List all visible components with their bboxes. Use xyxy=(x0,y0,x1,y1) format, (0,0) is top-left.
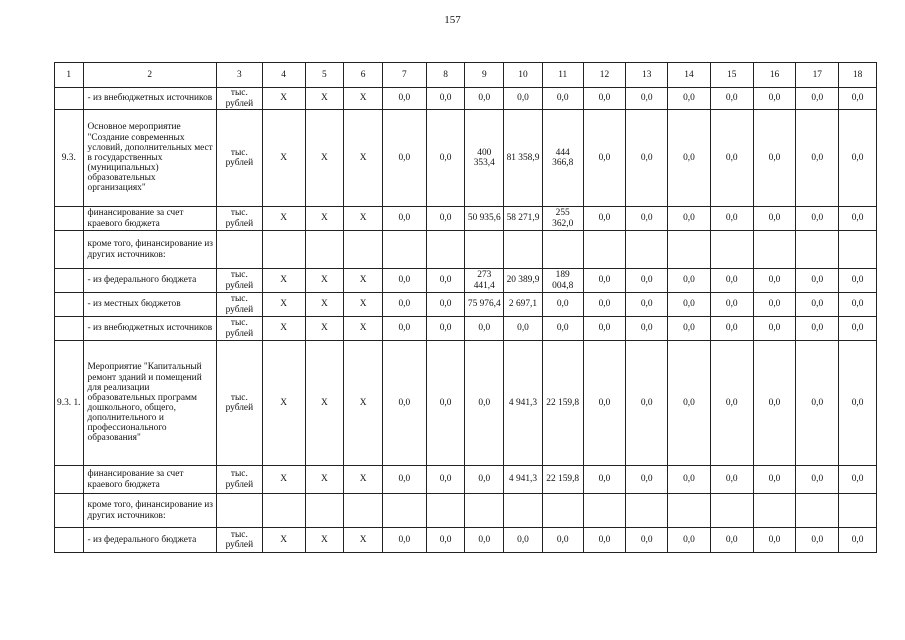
value-cell: 0,0 xyxy=(668,110,711,207)
value-cell: 0,0 xyxy=(382,207,426,231)
value-cell: 4 941,3 xyxy=(504,466,543,494)
row-number-cell xyxy=(55,317,84,341)
table-row xyxy=(55,231,877,269)
value-cell: 0,0 xyxy=(382,88,426,110)
value-cell: 0,0 xyxy=(753,110,796,207)
value-cell: 0,0 xyxy=(839,293,877,317)
unit-cell: тыс. рублей xyxy=(216,466,262,494)
row-number-cell xyxy=(55,207,84,231)
value-cell: 0,0 xyxy=(839,110,877,207)
value-cell: X xyxy=(305,528,344,553)
value-cell: 0,0 xyxy=(796,293,839,317)
header-cell: 5 xyxy=(305,63,344,88)
value-cell: 22 159,8 xyxy=(542,341,583,466)
value-cell: X xyxy=(262,317,305,341)
value-cell: 0,0 xyxy=(382,317,426,341)
value-cell xyxy=(710,231,753,269)
value-cell: X xyxy=(262,207,305,231)
value-cell: 0,0 xyxy=(626,466,668,494)
value-cell: 0,0 xyxy=(668,317,711,341)
value-cell xyxy=(583,494,626,528)
value-cell xyxy=(796,494,839,528)
value-cell: 0,0 xyxy=(542,317,583,341)
value-cell: 0,0 xyxy=(796,466,839,494)
row-number-cell xyxy=(55,466,84,494)
value-cell: X xyxy=(344,110,383,207)
header-cell: 13 xyxy=(626,63,668,88)
value-cell: 273 441,4 xyxy=(465,269,504,293)
value-cell: 0,0 xyxy=(796,269,839,293)
header-cell: 6 xyxy=(344,63,383,88)
value-cell: 0,0 xyxy=(542,88,583,110)
value-cell: 0,0 xyxy=(796,110,839,207)
value-cell xyxy=(426,231,465,269)
value-cell xyxy=(542,494,583,528)
value-cell: 0,0 xyxy=(465,88,504,110)
value-cell: 0,0 xyxy=(583,88,626,110)
value-cell: 0,0 xyxy=(382,466,426,494)
value-cell xyxy=(465,231,504,269)
value-cell xyxy=(839,231,877,269)
value-cell: 0,0 xyxy=(504,317,543,341)
value-cell: 0,0 xyxy=(426,88,465,110)
value-cell: 50 935,6 xyxy=(465,207,504,231)
unit-cell xyxy=(216,231,262,269)
value-cell: 0,0 xyxy=(504,88,543,110)
value-cell: 0,0 xyxy=(426,110,465,207)
value-cell xyxy=(426,494,465,528)
value-cell: 0,0 xyxy=(710,466,753,494)
row-number-cell: 9.3. 1. xyxy=(55,341,84,466)
row-number-cell xyxy=(55,231,84,269)
header-cell: 8 xyxy=(426,63,465,88)
unit-cell: тыс. рублей xyxy=(216,110,262,207)
value-cell: 0,0 xyxy=(668,207,711,231)
value-cell: 0,0 xyxy=(839,341,877,466)
value-cell: 0,0 xyxy=(426,269,465,293)
value-cell: 20 389,9 xyxy=(504,269,543,293)
value-cell xyxy=(262,231,305,269)
header-cell: 9 xyxy=(465,63,504,88)
value-cell: X xyxy=(305,88,344,110)
value-cell: 0,0 xyxy=(753,293,796,317)
row-number-cell: 9.3. xyxy=(55,110,84,207)
value-cell: 0,0 xyxy=(426,317,465,341)
value-cell: 0,0 xyxy=(583,341,626,466)
value-cell: X xyxy=(305,317,344,341)
description-cell: - из внебюджетных источников xyxy=(83,317,216,341)
value-cell: 0,0 xyxy=(626,207,668,231)
row-number-cell xyxy=(55,494,84,528)
value-cell: 0,0 xyxy=(668,528,711,553)
unit-cell: тыс. рублей xyxy=(216,317,262,341)
description-cell: Мероприятие "Капитальный ремонт зданий и помещений для реализации образовательных программ дошкольного, общего, дополнительного и профессионального образования" xyxy=(83,341,216,466)
value-cell: 0,0 xyxy=(668,88,711,110)
value-cell: 0,0 xyxy=(426,528,465,553)
value-cell: 0,0 xyxy=(710,528,753,553)
unit-cell: тыс. рублей xyxy=(216,269,262,293)
value-cell: 0,0 xyxy=(583,528,626,553)
value-cell: 0,0 xyxy=(796,317,839,341)
value-cell: X xyxy=(344,528,383,553)
value-cell: X xyxy=(262,528,305,553)
description-cell: - из федерального бюджета xyxy=(83,269,216,293)
row-number-cell xyxy=(55,528,84,553)
value-cell: 0,0 xyxy=(426,293,465,317)
value-cell: X xyxy=(262,88,305,110)
value-cell xyxy=(344,494,383,528)
value-cell: 75 976,4 xyxy=(465,293,504,317)
value-cell: X xyxy=(305,207,344,231)
value-cell: X xyxy=(344,317,383,341)
value-cell: 0,0 xyxy=(839,317,877,341)
value-cell xyxy=(583,231,626,269)
value-cell: 0,0 xyxy=(626,528,668,553)
row-number-cell xyxy=(55,293,84,317)
value-cell: 0,0 xyxy=(583,317,626,341)
value-cell: 0,0 xyxy=(426,207,465,231)
table-row xyxy=(55,317,877,341)
value-cell: 0,0 xyxy=(426,466,465,494)
value-cell: X xyxy=(344,341,383,466)
value-cell: X xyxy=(305,341,344,466)
value-cell: 0,0 xyxy=(710,317,753,341)
value-cell: X xyxy=(262,269,305,293)
value-cell: 0,0 xyxy=(710,341,753,466)
value-cell: X xyxy=(344,269,383,293)
value-cell: 0,0 xyxy=(839,466,877,494)
value-cell: 0,0 xyxy=(583,466,626,494)
unit-cell: тыс. рублей xyxy=(216,293,262,317)
table-row xyxy=(55,341,877,466)
value-cell: 0,0 xyxy=(753,207,796,231)
value-cell: 0,0 xyxy=(626,317,668,341)
value-cell: X xyxy=(344,207,383,231)
unit-cell: тыс. рублей xyxy=(216,341,262,466)
header-cell: 17 xyxy=(796,63,839,88)
value-cell: 0,0 xyxy=(583,207,626,231)
value-cell xyxy=(305,231,344,269)
value-cell: X xyxy=(305,269,344,293)
header-cell: 11 xyxy=(542,63,583,88)
value-cell: 0,0 xyxy=(710,110,753,207)
value-cell: 444 366,8 xyxy=(542,110,583,207)
value-cell: 0,0 xyxy=(668,341,711,466)
value-cell: 58 271,9 xyxy=(504,207,543,231)
value-cell: 0,0 xyxy=(542,293,583,317)
value-cell: 0,0 xyxy=(710,269,753,293)
header-cell: 14 xyxy=(668,63,711,88)
value-cell: X xyxy=(344,466,383,494)
description-cell: финансирование за счет краевого бюджета xyxy=(83,466,216,494)
table-row xyxy=(55,88,877,110)
value-cell: 0,0 xyxy=(626,269,668,293)
value-cell: 0,0 xyxy=(753,88,796,110)
value-cell: 0,0 xyxy=(626,88,668,110)
value-cell: 0,0 xyxy=(710,88,753,110)
value-cell: X xyxy=(305,466,344,494)
value-cell xyxy=(382,231,426,269)
value-cell: 0,0 xyxy=(542,528,583,553)
value-cell xyxy=(753,494,796,528)
description-cell: - из местных бюджетов xyxy=(83,293,216,317)
header-cell: 7 xyxy=(382,63,426,88)
header-row xyxy=(55,63,877,88)
value-cell: 81 358,9 xyxy=(504,110,543,207)
value-cell xyxy=(668,231,711,269)
description-cell: Основное мероприятие "Создание современных условий, дополнительных мест в государственных (муниципальных) образовательных организациях" xyxy=(83,110,216,207)
header-cell: 4 xyxy=(262,63,305,88)
value-cell: X xyxy=(262,341,305,466)
header-cell: 2 xyxy=(83,63,216,88)
value-cell xyxy=(753,231,796,269)
value-cell: 0,0 xyxy=(839,207,877,231)
value-cell: X xyxy=(262,466,305,494)
value-cell: 0,0 xyxy=(839,269,877,293)
table-row xyxy=(55,207,877,231)
value-cell: 0,0 xyxy=(626,341,668,466)
value-cell xyxy=(626,231,668,269)
value-cell: 0,0 xyxy=(668,293,711,317)
value-cell: 2 697,1 xyxy=(504,293,543,317)
description-cell: кроме того, финансирование из других источников: xyxy=(83,494,216,528)
header-cell: 1 xyxy=(55,63,84,88)
value-cell: 0,0 xyxy=(796,207,839,231)
value-cell: X xyxy=(262,110,305,207)
row-number-cell xyxy=(55,88,84,110)
value-cell: 0,0 xyxy=(753,528,796,553)
value-cell: 0,0 xyxy=(753,466,796,494)
value-cell xyxy=(504,231,543,269)
value-cell: 22 159,8 xyxy=(542,466,583,494)
header-cell: 3 xyxy=(216,63,262,88)
description-cell: кроме того, финансирование из других источников: xyxy=(83,231,216,269)
value-cell: 0,0 xyxy=(465,466,504,494)
value-cell: 400 353,4 xyxy=(465,110,504,207)
value-cell: 0,0 xyxy=(710,207,753,231)
header-cell: 15 xyxy=(710,63,753,88)
value-cell xyxy=(305,494,344,528)
value-cell: 189 004,8 xyxy=(542,269,583,293)
value-cell: 0,0 xyxy=(504,528,543,553)
value-cell: 0,0 xyxy=(426,341,465,466)
value-cell xyxy=(465,494,504,528)
header-cell: 16 xyxy=(753,63,796,88)
description-cell: - из федерального бюджета xyxy=(83,528,216,553)
unit-cell: тыс. рублей xyxy=(216,88,262,110)
table-row xyxy=(55,110,877,207)
value-cell: 0,0 xyxy=(796,88,839,110)
unit-cell: тыс. рублей xyxy=(216,207,262,231)
value-cell: 0,0 xyxy=(465,528,504,553)
value-cell: 0,0 xyxy=(839,88,877,110)
value-cell: 0,0 xyxy=(382,341,426,466)
value-cell: X xyxy=(305,110,344,207)
value-cell: 0,0 xyxy=(626,110,668,207)
value-cell: 0,0 xyxy=(796,341,839,466)
value-cell: X xyxy=(262,293,305,317)
value-cell: X xyxy=(344,293,383,317)
table-row xyxy=(55,293,877,317)
value-cell: 0,0 xyxy=(382,528,426,553)
page-number: 157 xyxy=(444,14,461,26)
value-cell xyxy=(796,231,839,269)
row-number-cell xyxy=(55,269,84,293)
value-cell: 0,0 xyxy=(668,269,711,293)
table-row xyxy=(55,494,877,528)
value-cell xyxy=(344,231,383,269)
value-cell: 0,0 xyxy=(465,317,504,341)
budget-table xyxy=(54,62,877,553)
value-cell xyxy=(382,494,426,528)
value-cell: 0,0 xyxy=(753,341,796,466)
header-cell: 10 xyxy=(504,63,543,88)
value-cell: 0,0 xyxy=(839,528,877,553)
value-cell xyxy=(262,494,305,528)
header-cell: 12 xyxy=(583,63,626,88)
value-cell xyxy=(710,494,753,528)
value-cell xyxy=(668,494,711,528)
value-cell: 0,0 xyxy=(710,293,753,317)
value-cell: X xyxy=(344,88,383,110)
value-cell: 0,0 xyxy=(753,317,796,341)
value-cell: 0,0 xyxy=(583,110,626,207)
value-cell: 0,0 xyxy=(668,466,711,494)
value-cell: 0,0 xyxy=(583,293,626,317)
value-cell: X xyxy=(305,293,344,317)
header-cell: 18 xyxy=(839,63,877,88)
value-cell: 0,0 xyxy=(626,293,668,317)
value-cell: 4 941,3 xyxy=(504,341,543,466)
table-row xyxy=(55,528,877,553)
value-cell: 255 362,0 xyxy=(542,207,583,231)
unit-cell: тыс. рублей xyxy=(216,528,262,553)
value-cell xyxy=(542,231,583,269)
value-cell xyxy=(839,494,877,528)
value-cell xyxy=(626,494,668,528)
value-cell: 0,0 xyxy=(382,110,426,207)
unit-cell xyxy=(216,494,262,528)
value-cell: 0,0 xyxy=(465,341,504,466)
value-cell: 0,0 xyxy=(583,269,626,293)
value-cell xyxy=(504,494,543,528)
description-cell: - из внебюджетных источников xyxy=(83,88,216,110)
value-cell: 0,0 xyxy=(796,528,839,553)
value-cell: 0,0 xyxy=(382,269,426,293)
description-cell: финансирование за счет краевого бюджета xyxy=(83,207,216,231)
value-cell: 0,0 xyxy=(753,269,796,293)
table-row xyxy=(55,466,877,494)
value-cell: 0,0 xyxy=(382,293,426,317)
table-row xyxy=(55,269,877,293)
